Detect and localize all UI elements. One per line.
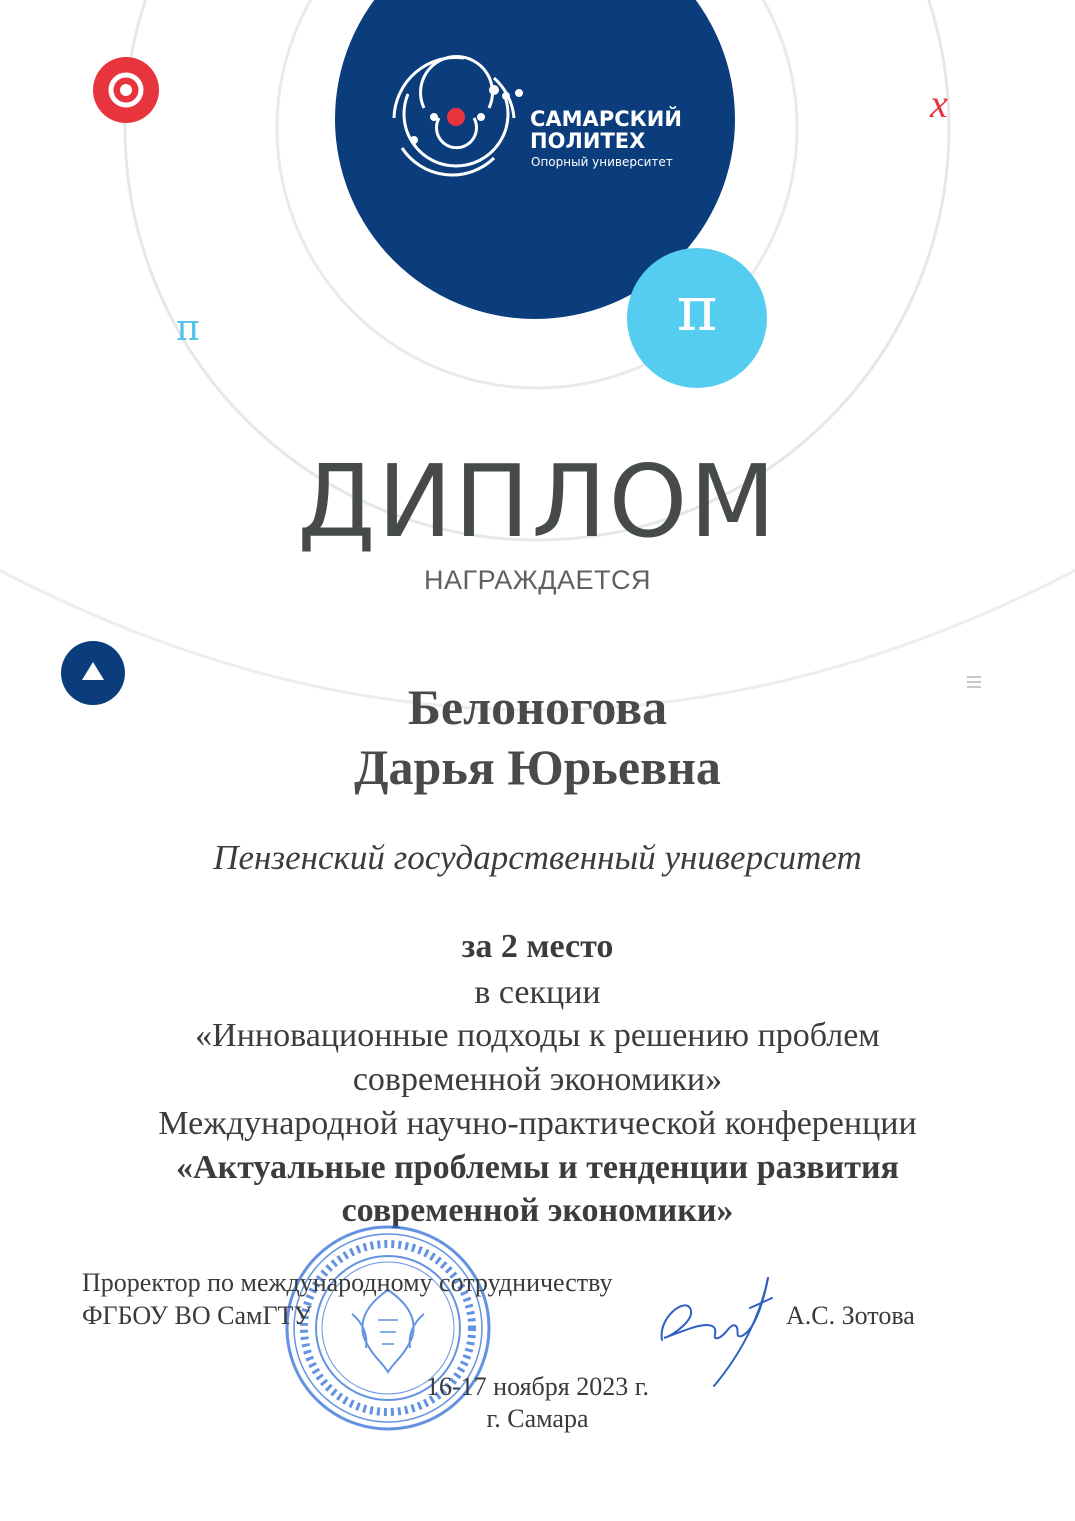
section-intro: в секции [474, 974, 601, 1011]
pi-badge-icon: π [676, 272, 718, 345]
x-symbol-icon: x [930, 81, 948, 126]
recipient-given-names: Дарья Юрьевна [354, 739, 721, 795]
official-seal-stamp [282, 1222, 494, 1434]
signer-name: А.С. Зотова [786, 1301, 915, 1330]
conference-name-line2: современной экономики» [341, 1192, 734, 1229]
signer-position-line1: Проректор по международному сотрудничеству [82, 1268, 613, 1297]
pi-symbol-icon: π [176, 308, 200, 349]
logo-tagline: Опорный университет [531, 155, 673, 169]
target-icon [91, 55, 161, 125]
award-place: за 2 место [461, 928, 614, 965]
diploma-title: ДИПЛОМ [297, 443, 778, 560]
recipient-surname: Белоногова [407, 679, 668, 735]
event-city: г. Самара [486, 1404, 589, 1433]
logo-title-line2: ПОЛИТЕХ [530, 129, 646, 153]
section-name-line1: «Инновационные подходы к решению проблем [195, 1017, 880, 1054]
conference-name-line1: «Актуальные проблемы и тенденции развития [176, 1149, 899, 1186]
conference-intro: Международной научно-практической конференции [158, 1105, 917, 1142]
signer-position-line2: ФГБОУ ВО СамГТУ [82, 1301, 312, 1330]
event-dates: 16-17 ноября 2023 г. [426, 1372, 649, 1401]
pi-badge [627, 248, 767, 388]
diploma-subtitle: НАГРАЖДАЕТСЯ [423, 565, 652, 595]
section-name-line2: современной экономики» [352, 1061, 723, 1098]
recipient-university: Пензенский государственный университет [213, 838, 862, 877]
logo-title-line1: САМАРСКИЙ [530, 107, 682, 131]
